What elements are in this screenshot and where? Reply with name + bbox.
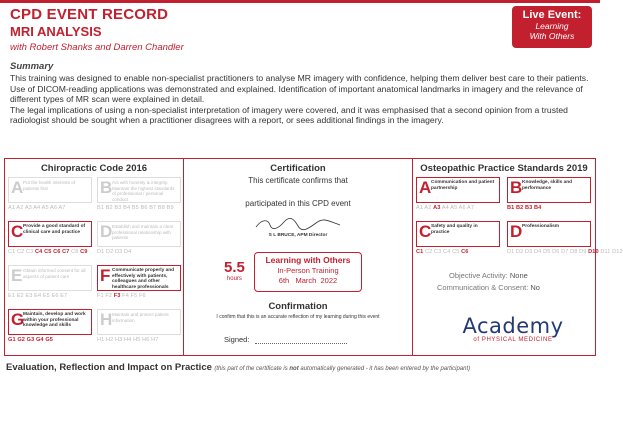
code-c2: C2 [425, 249, 433, 255]
live-event-badge [512, 6, 592, 48]
standard-description: Knowledge, skills and performance [522, 180, 573, 191]
standard-codes [507, 249, 623, 255]
chiro-standard-f [97, 265, 181, 299]
objective-activity [449, 271, 595, 280]
standard-description: Provide a good standard of clinical care and practice [23, 224, 86, 235]
summary-paragraph-2: The legal implications of using a non-specialist interpretation of imagery were covered, and it was emphasised that a second opinion from a trusted radiologist should be sought when a practitioner disagrees with a report, or sees additional findings in the imagery. [10, 104, 568, 126]
code-b7: B7 [149, 205, 157, 211]
event-date [255, 276, 361, 285]
standard-description: Communication and patient partnership [431, 180, 495, 191]
certification-text: This certificate confirms that [248, 176, 348, 185]
standard-description: Safety and quality in practice [431, 224, 478, 235]
participation-text: participated in this CPD event [245, 199, 351, 208]
code-d7: D7 [561, 249, 569, 255]
code-d1: D1 [97, 249, 105, 255]
code-h4: H4 [124, 337, 132, 343]
standard-codes [8, 293, 92, 299]
code-a7: A7 [467, 205, 475, 211]
code-b2: B2 [105, 205, 113, 211]
code-c5: C5 [44, 249, 52, 255]
code-c2: C2 [17, 249, 25, 255]
code-a6: A6 [50, 205, 58, 211]
code-b1: B1 [507, 205, 515, 211]
chiro-standard-b [97, 177, 181, 211]
live-event-subtitle-2: With Others [529, 31, 575, 41]
code-e6: E6 [51, 293, 59, 299]
standard-codes [97, 337, 181, 343]
event-details-box [254, 252, 362, 292]
code-f6: F6 [138, 293, 146, 299]
standard-box [97, 177, 181, 203]
hours-value: 5.5 [224, 259, 245, 276]
osteo-standard-c [416, 221, 500, 255]
code-f3: F3 [113, 293, 121, 299]
code-d4: D4 [124, 249, 132, 255]
standard-letter: A [419, 178, 432, 197]
chiro-standard-a [8, 177, 92, 211]
code-a3: A3 [24, 205, 32, 211]
standard-box [97, 309, 181, 335]
code-d5: D5 [543, 249, 551, 255]
standard-letter: C [419, 222, 432, 241]
standard-letter: C [11, 222, 24, 241]
standard-description: Communicate properly and effectively with patients, colleagues and other healthcare professionals [112, 268, 175, 290]
code-a4: A4 [33, 205, 41, 211]
standard-codes [8, 337, 92, 343]
code-c1: C1 [8, 249, 16, 255]
objective-activity-label: Objective Activity: [449, 271, 508, 280]
code-c6: C6 [53, 249, 61, 255]
code-e1: E1 [8, 293, 16, 299]
code-g4: G4 [35, 337, 44, 343]
standard-letter: A [11, 178, 24, 197]
code-b3: B3 [525, 205, 533, 211]
evaluation-title: Evaluation, Reflection and Impact on Practice [6, 362, 212, 373]
standard-box [8, 221, 92, 247]
chiropractic-title: Chiropractic Code 2016 [40, 163, 148, 174]
chiro-standard-e [8, 265, 92, 299]
communication-consent [437, 283, 583, 292]
code-b1: B1 [97, 205, 105, 211]
code-c7: C7 [62, 249, 70, 255]
code-c5: C5 [452, 249, 460, 255]
code-c9: C9 [80, 249, 88, 255]
standard-codes [507, 205, 591, 211]
standard-box [97, 265, 181, 291]
code-d11: D11 [600, 249, 611, 255]
event-type: Learning with Others [265, 255, 351, 265]
evaluation-heading [6, 362, 596, 373]
standard-letter: F [100, 266, 111, 285]
code-b8: B8 [157, 205, 165, 211]
code-f5: F5 [130, 293, 138, 299]
code-d8: D8 [570, 249, 578, 255]
event-format: In-Person Training [277, 266, 339, 275]
code-e3: E3 [25, 293, 33, 299]
code-d12: D12 [612, 249, 623, 255]
code-h2: H2 [106, 337, 114, 343]
code-a1: A1 [8, 205, 16, 211]
osteopathic-title: Osteopathic Practice Standards 2019 [420, 163, 588, 174]
standard-box [507, 221, 591, 247]
code-a6: A6 [458, 205, 466, 211]
standard-codes [416, 249, 500, 255]
code-e7: E7 [60, 293, 68, 299]
code-g3: G3 [26, 337, 35, 343]
chiro-standard-d [97, 221, 181, 255]
standard-box [8, 177, 92, 203]
code-d1: D1 [507, 249, 515, 255]
standard-description: Act with honesty & integrity. Maintain the highest standards of professional / personal conduct [112, 180, 175, 202]
event-year: 2022 [320, 276, 338, 285]
code-b6: B6 [140, 205, 148, 211]
code-c4: C4 [35, 249, 43, 255]
confirmation-text: I confirm that this is an accurate reflection of my learning during this event [216, 314, 380, 320]
top-rule [0, 0, 600, 3]
communication-consent-label: Communication & Consent: [437, 283, 529, 292]
standard-box [97, 221, 181, 247]
code-b9: B9 [166, 205, 174, 211]
code-f2: F2 [105, 293, 113, 299]
record-header [10, 6, 490, 53]
code-a5: A5 [41, 205, 49, 211]
standard-box [8, 265, 92, 291]
code-a5: A5 [450, 205, 458, 211]
code-g5: G5 [45, 337, 53, 343]
code-a3: A3 [433, 205, 441, 211]
standard-description: Establish and maintain a clear professional relationship with patients [112, 224, 174, 241]
code-b4: B4 [123, 205, 131, 211]
standard-description: Maintain and protect patient information [112, 312, 169, 323]
standard-description: Professionalism [522, 224, 560, 229]
osteo-standard-d [507, 221, 623, 255]
code-c1: C1 [416, 249, 424, 255]
code-a2: A2 [16, 205, 24, 211]
signature-line[interactable] [255, 336, 347, 344]
code-d2: D2 [106, 249, 114, 255]
standard-description: Obtain informed consent for all aspects of patient care [23, 268, 86, 279]
standard-codes [8, 249, 92, 255]
presenters: with Robert Shanks and Darren Chandler [10, 42, 184, 53]
chiro-standard-h [97, 309, 181, 343]
code-c3: C3 [26, 249, 34, 255]
standard-letter: B [100, 178, 113, 197]
code-d10: D10 [588, 249, 599, 255]
standard-description: Put the health interests of patients first [23, 180, 76, 191]
code-f1: F1 [97, 293, 104, 299]
live-event-subtitle-1: Learning [535, 21, 569, 31]
code-d4: D4 [534, 249, 542, 255]
event-day: 6th [278, 276, 290, 285]
code-b4: B4 [534, 205, 542, 211]
event-month: March [295, 276, 317, 285]
communication-consent-value: No [530, 283, 540, 292]
code-d3: D3 [525, 249, 533, 255]
certification-panel [184, 158, 412, 356]
code-h1: H1 [97, 337, 105, 343]
standard-box [507, 177, 591, 203]
standard-box [8, 309, 92, 335]
standard-box [416, 221, 500, 247]
hours-block [224, 259, 245, 282]
hours-label: hours [226, 276, 242, 282]
code-b5: B5 [131, 205, 139, 211]
live-event-title: Live Event: [522, 9, 582, 21]
code-a2: A2 [424, 205, 432, 211]
code-h5: H5 [133, 337, 141, 343]
code-a7: A7 [58, 205, 66, 211]
code-c3: C3 [434, 249, 442, 255]
code-d2: D2 [516, 249, 524, 255]
standard-codes [97, 293, 181, 299]
standard-letter: G [11, 310, 25, 329]
code-e5: E5 [42, 293, 50, 299]
confirmation-title: Confirmation [268, 301, 328, 312]
code-a1: A1 [416, 205, 424, 211]
record-title: CPD EVENT RECORD [10, 6, 169, 23]
chiro-standard-c [8, 221, 92, 255]
objective-activity-value: None [509, 271, 528, 280]
standard-codes [97, 205, 181, 211]
chiropractic-panel [4, 158, 184, 356]
director-signature [248, 217, 348, 231]
code-e2: E2 [16, 293, 24, 299]
code-c4: C4 [443, 249, 451, 255]
certification-title: Certification [270, 163, 326, 174]
osteo-standard-a [416, 177, 500, 211]
chiro-standard-g [8, 309, 92, 343]
code-h3: H3 [115, 337, 123, 343]
academy-logo [443, 315, 583, 343]
code-g1: G1 [8, 337, 16, 343]
code-f4: F4 [122, 293, 129, 299]
osteo-standard-b [507, 177, 591, 211]
standard-box [416, 177, 500, 203]
code-h7: H7 [151, 337, 159, 343]
code-e4: E4 [34, 293, 42, 299]
signatory-name: S L BRUCE, APM Director [268, 233, 328, 238]
signed-label: Signed: [224, 335, 250, 344]
code-h6: H6 [142, 337, 150, 343]
academy-subtitle: of PHYSICAL MEDICINE [473, 337, 553, 343]
signed-field[interactable] [224, 335, 347, 344]
summary-paragraph-1: This training was designed to enable non-specialist practitioners to analyse MR imagery with confidence, helping them deliver best care to their patients. Use of DICOM-reading applications was demonstrated and explained. Identification of important anatomical landmarks in imagery and the relevance of different types of MR scan were explained in detail. [10, 73, 589, 105]
standard-letter: B [510, 178, 523, 197]
code-b3: B3 [114, 205, 122, 211]
evaluation-note: (this part of the certificate is not automatically generated - it has been entered by the participant) [214, 366, 471, 372]
standard-letter: D [100, 222, 113, 241]
osteopathic-panel [412, 158, 623, 356]
event-title: MRI ANALYSIS [10, 24, 102, 39]
standard-letter: D [510, 222, 523, 241]
code-c6: C6 [461, 249, 469, 255]
code-d3: D3 [115, 249, 123, 255]
code-d6: D6 [552, 249, 560, 255]
code-c8: C8 [71, 249, 79, 255]
standard-letter: H [100, 310, 113, 329]
summary-heading: Summary [10, 61, 54, 72]
standard-codes [8, 205, 92, 211]
code-d9: D9 [579, 249, 587, 255]
standard-codes [416, 205, 500, 211]
code-g2: G2 [17, 337, 25, 343]
code-b2: B2 [516, 205, 524, 211]
standard-letter: E [11, 266, 23, 285]
code-a4: A4 [441, 205, 449, 211]
summary-section [10, 62, 592, 125]
standard-codes [97, 249, 181, 255]
standard-description: Maintain, develop and work within your professional knowledge and skills [23, 312, 86, 329]
academy-name: Academy [462, 314, 564, 338]
